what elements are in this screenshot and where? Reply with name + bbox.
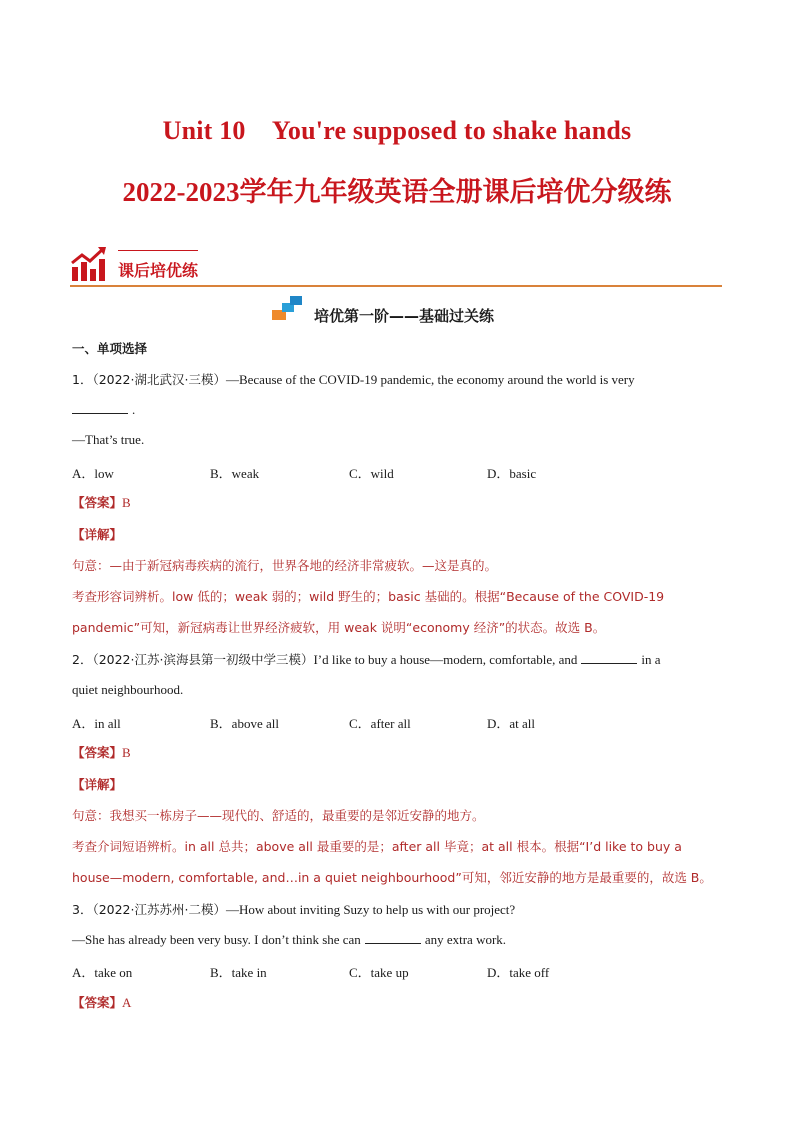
- answer-blank: [72, 401, 128, 414]
- section-label-overline: [118, 250, 198, 251]
- question-3-text: —How about inviting Suzy to help us with our project?: [225, 902, 516, 917]
- question-1-reply: —That’s true.: [72, 432, 145, 447]
- analysis-text: 考查形容词辨析。low 低的；weak 弱的；wild 野生的；basic 基础的。根据“Because of the COVID-19: [72, 589, 665, 604]
- answer-line: [72, 993, 131, 1011]
- stairs-icon: [272, 294, 308, 322]
- answer-label: 【答案】: [72, 495, 123, 510]
- document-title-series: 2022-2023学年九年级英语全册课后培优分级练: [122, 177, 672, 207]
- question-2-text: I’d like to buy a house—modern, comfortable, and: [313, 652, 578, 667]
- tier-label: 培优第一阶——基础过关练: [314, 307, 495, 325]
- analysis-text-cont: pandemic”可知，新冠病毒让世界经济疲软，用 weak 说明“economy 经济”的状态。故选 B。: [72, 620, 606, 635]
- option-c: C．wild: [349, 466, 394, 481]
- translation-text: 句意：我想买一栋房子——现代的、舒适的，最重要的是邻近安静的地方。: [72, 808, 485, 823]
- option-b: B．above all: [210, 716, 279, 731]
- answer-blank: [581, 651, 637, 664]
- answer-value: B: [122, 745, 131, 760]
- question-3-reply-end: any extra work.: [424, 932, 507, 947]
- answer-value: B: [122, 495, 131, 510]
- option-d: D．basic: [487, 466, 537, 481]
- document-title-unit: Unit 10 You're supposed to shake hands: [162, 116, 632, 145]
- option-d: D．at all: [487, 716, 536, 731]
- rising-bar-chart-icon: [70, 245, 108, 283]
- option-a: A．take on: [72, 965, 133, 980]
- detail-label: 【详解】: [72, 777, 123, 792]
- answer-line: [72, 493, 131, 511]
- option-c: C．after all: [349, 716, 411, 731]
- option-a: A．in all: [72, 716, 121, 731]
- option-b: B．take in: [210, 965, 267, 980]
- question-1-period: .: [132, 402, 136, 417]
- question-1-stem: [72, 370, 635, 388]
- question-2-stem-cont: quiet neighbourhood.: [72, 682, 184, 697]
- part-heading: 一、单项选择: [72, 341, 148, 356]
- section-header: [70, 245, 722, 287]
- option-c: C．take up: [349, 965, 409, 980]
- translation-text: 句意：—由于新冠病毒疾病的流行，世界各地的经济非常疲软。—这是真的。: [72, 558, 498, 573]
- question-1-source: 1．（2022·湖北武汉·三模）: [72, 372, 226, 387]
- question-2-text-end: in a: [641, 652, 661, 667]
- question-2-source: 2．（2022·江苏·滨海县第一初级中学三模）: [72, 652, 314, 667]
- answer-line: [72, 743, 131, 761]
- question-3-stem: [72, 900, 515, 918]
- question-1-stem-cont: [72, 401, 135, 418]
- answer-label: 【答案】: [72, 995, 123, 1010]
- analysis-text-cont: house—modern, comfortable, and…in a quiet neighbourhood”可知，邻近安静的地方是最重要的，故选 B。: [72, 870, 712, 885]
- answer-value: A: [122, 995, 132, 1010]
- answer-label: 【答案】: [72, 745, 123, 760]
- answer-blank: [365, 931, 421, 944]
- option-d: D．take off: [487, 965, 550, 980]
- option-a: A．low: [72, 466, 114, 481]
- option-b: B．weak: [210, 466, 260, 481]
- question-2-stem: [72, 650, 661, 668]
- analysis-text: 考查介词短语辨析。in all 总共；above all 最重要的是；after all 毕竟；at all 根本。根据“I’d like to buy a: [72, 839, 682, 854]
- question-3-source: 3．（2022·江苏苏州·二模）: [72, 902, 226, 917]
- question-3-reply-text: —She has already been very busy. I don’t think she can: [72, 932, 361, 947]
- detail-label: 【详解】: [72, 527, 123, 542]
- question-1-text: —Because of the COVID-19 pandemic, the economy around the world is very: [225, 372, 635, 387]
- section-label: 课后培优练: [118, 261, 199, 280]
- section-divider: [70, 285, 722, 287]
- question-3-reply: [72, 931, 506, 948]
